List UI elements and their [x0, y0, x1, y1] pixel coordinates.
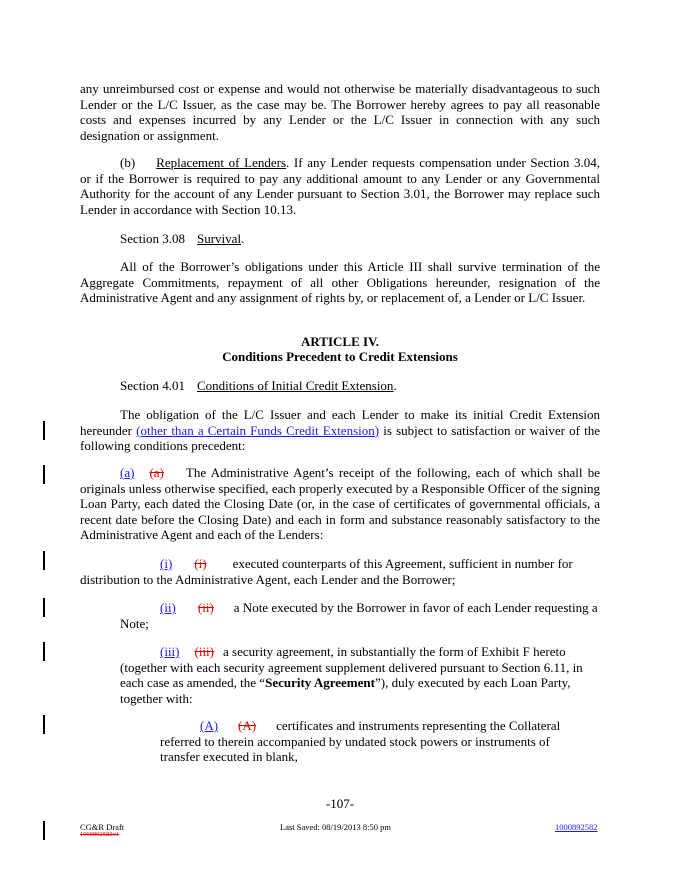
paragraph-text: . If any Lender requests compensation under Section 3.04, or if the Borrower is required to pay any additional amount to any Lender or any Governmental Authority for the account of any Lender pursuant to Section 3.01, the Borrower may replace such Lender in accordance with Section 10.13. — [80, 155, 601, 217]
paragraph-top: any unreimbursed cost or expense and would not otherwise be materially disadvantageous to such Lender or the L/C Issuer, as the case may be. The Borrower hereby agrees to pay all reasonable costs and expenses incurred by any Lender or the L/C Issuer in connection with any such designation or assignment. — [80, 81, 600, 143]
paragraph-i — [80, 556, 600, 587]
paragraph-text: is subject to satisfaction or waiver of the following conditions precedent: — [80, 422, 601, 453]
section-number: Section 3.08 — [120, 231, 185, 246]
section-number: Section 4.01 — [120, 378, 185, 393]
footer-last-saved: Last Saved: 08/19/2013 8:50 pm — [280, 822, 391, 832]
change-bar — [43, 551, 45, 570]
section-title: Conditions of Initial Credit Extension — [197, 378, 394, 393]
paragraph-iii — [120, 644, 600, 706]
paragraph-a — [80, 465, 600, 543]
change-bar — [43, 642, 45, 661]
article-title: ARTICLE IV. — [300, 334, 380, 349]
paragraph-text: executed counterparts of this Agreement, sufficient in number for distribution to the Administrative Agent, each Lender and the Borrower; — [80, 556, 573, 587]
paragraph-A — [160, 718, 580, 765]
paragraph-b — [80, 155, 600, 217]
deleted-label: (ii) — [197, 600, 214, 615]
deleted-label: (A) — [238, 718, 257, 733]
footer-left-deleted: 1000892582v1 — [80, 831, 119, 838]
deleted-label: (i) — [194, 556, 207, 571]
paragraph-survival: All of the Borrower’s obligations under this Article III shall survive termination of the Aggregate Commitments, repayment of all other Obligations hereunder, resignation of the Administrative Agent and any assignment of rights by, or replacement of, a Lender or L/C Issuer. — [80, 259, 600, 305]
heading-replacement: Replacement of Lenders — [156, 155, 287, 170]
section-title: Survival — [197, 231, 242, 246]
article-subtitle: Conditions Precedent to Credit Extensions — [222, 349, 458, 364]
section-period: . — [241, 231, 245, 246]
change-bar — [43, 465, 45, 484]
change-bar — [43, 715, 45, 734]
paragraph-text: a Note executed by the Borrower in favor of each Lender requesting a Note; — [120, 600, 598, 631]
inserted-text: (other than a Certain Funds Credit Extension) — [136, 422, 380, 438]
page-number: -107- — [325, 796, 355, 811]
section-4-01-heading — [120, 378, 600, 394]
paragraph-obligation — [80, 407, 600, 454]
footer-left: CG&R Draft — [80, 822, 125, 832]
deleted-label: (a) — [149, 465, 164, 480]
section-period: . — [393, 378, 397, 393]
paragraph-text: The Administrative Agent’s receipt of the following, each of which shall be originals unless otherwise specified, each properly executed by a Responsible Officer of the signing Loan Party, each dated the Closing Date (or, in the case of certificates of governmental officials, a recent date before the Closing Date) and each in form and substance reasonably satisfactory to the Administrative Agent and each of the Lenders: — [80, 465, 600, 542]
change-bar — [43, 821, 45, 840]
section-3-08-heading — [120, 231, 600, 247]
paragraph-text: ”), duly executed by each Loan Party, together with: — [120, 675, 571, 706]
paragraph-text: The obligation of the L/C Issuer and each Lender to make its initial Credit Extension hereunder — [80, 407, 600, 438]
inserted-label: (i) — [160, 556, 173, 571]
change-bar — [43, 598, 45, 617]
inserted-label: (iii) — [160, 644, 180, 659]
defined-term: Security Agreement — [265, 675, 375, 690]
deleted-label: (iii) — [194, 644, 214, 659]
paragraph-text: certificates and instruments representing the Collateral referred to therein accompanied by undated stock powers or instruments of transfer executed in blank, — [160, 718, 561, 764]
inserted-label: (ii) — [160, 600, 176, 615]
footer-doc-number: 1000892582 — [555, 822, 598, 832]
paragraph-ii — [120, 600, 600, 631]
inserted-label: (A) — [200, 718, 219, 733]
paragraph-text: a security agreement, in substantially the form of Exhibit F hereto (together with each security agreement supplement delivered pursuant to Section 6.11, in each case as amended, the “ — [120, 644, 583, 690]
inserted-label: (a) — [120, 465, 135, 480]
change-bar — [43, 421, 45, 440]
item-label: (b) — [120, 155, 136, 170]
